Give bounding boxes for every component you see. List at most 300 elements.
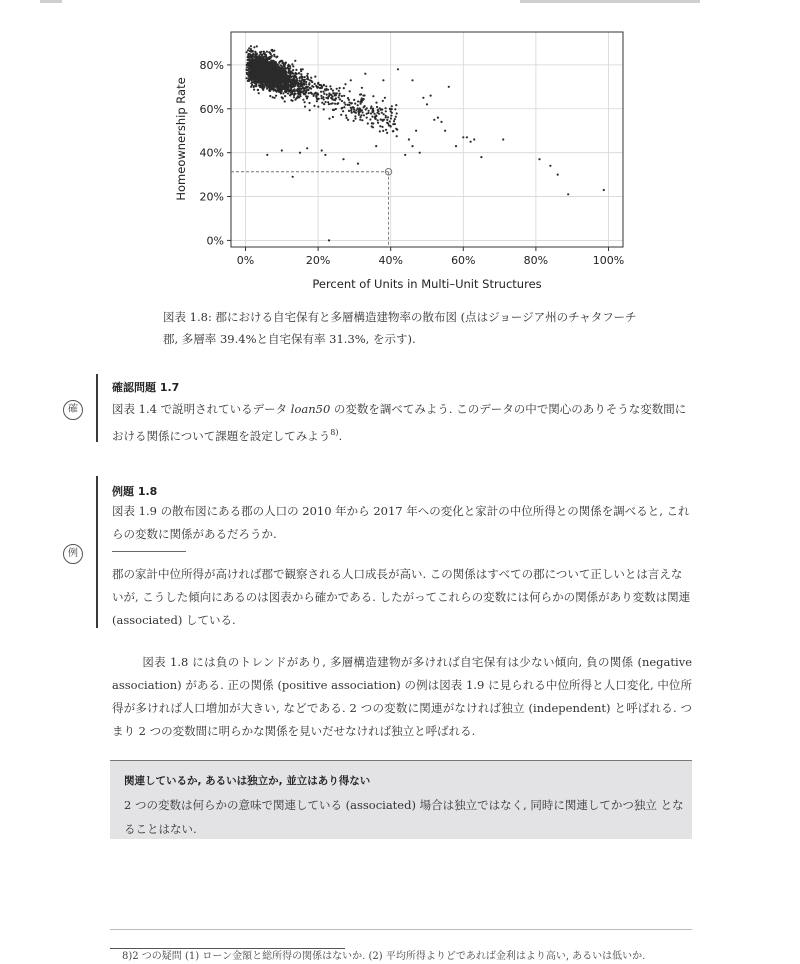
data-point: [296, 90, 298, 92]
data-point: [603, 189, 605, 191]
data-point: [253, 46, 255, 48]
y-tick-label: 0%: [206, 234, 224, 248]
gridlines: [231, 32, 623, 247]
data-point: [538, 158, 540, 160]
data-point: [308, 82, 310, 84]
data-point: [338, 96, 340, 98]
data-point: [370, 105, 372, 107]
data-point: [370, 112, 372, 114]
data-point: [281, 149, 283, 151]
footnote-rule: [110, 948, 345, 949]
data-point: [248, 66, 250, 68]
data-point: [480, 156, 482, 158]
data-point: [366, 117, 368, 119]
data-point: [382, 130, 384, 132]
data-point: [279, 91, 281, 93]
data-point: [263, 76, 265, 78]
data-point: [297, 82, 299, 84]
data-point: [265, 70, 267, 72]
data-point: [254, 75, 256, 77]
data-point: [332, 92, 334, 94]
data-point: [320, 91, 322, 93]
data-point: [354, 103, 356, 105]
data-point: [328, 239, 330, 241]
data-point: [373, 113, 375, 115]
data-point: [315, 92, 317, 94]
data-point: [321, 102, 323, 104]
data-point: [284, 100, 286, 102]
data-point: [253, 73, 255, 75]
data-point: [310, 77, 312, 79]
data-point: [386, 122, 388, 124]
data-point: [323, 103, 325, 105]
data-point: [341, 107, 343, 109]
data-point: [271, 49, 273, 51]
data-point: [272, 65, 274, 67]
data-point: [332, 109, 334, 111]
data-point: [395, 116, 397, 118]
data-point: [364, 73, 366, 75]
data-point: [367, 122, 369, 124]
exercise-text-end: .: [338, 428, 343, 443]
data-point: [430, 95, 432, 97]
data-point: [361, 119, 363, 121]
data-point: [299, 77, 301, 79]
data-point: [301, 91, 303, 93]
data-point: [377, 109, 379, 111]
data-point: [298, 72, 300, 74]
data-point: [281, 67, 283, 69]
data-point: [254, 51, 256, 53]
data-point: [433, 119, 435, 121]
data-point: [392, 130, 394, 132]
data-point: [269, 95, 271, 97]
data-point: [381, 108, 383, 110]
data-point: [277, 75, 279, 77]
data-point: [252, 60, 254, 62]
data-point: [366, 107, 368, 109]
data-point: [339, 98, 341, 100]
data-point: [334, 103, 336, 105]
data-point: [294, 60, 296, 62]
data-point: [251, 70, 253, 72]
data-point: [284, 84, 286, 86]
data-point: [372, 108, 374, 110]
data-point: [319, 87, 321, 89]
data-point: [304, 76, 306, 78]
data-point: [295, 69, 297, 71]
data-point: [375, 118, 377, 120]
data-point: [377, 122, 379, 124]
data-point: [250, 86, 252, 88]
data-point: [314, 83, 316, 85]
data-point: [341, 100, 343, 102]
data-point: [256, 45, 258, 47]
data-point: [343, 95, 345, 97]
data-point: [293, 96, 295, 98]
data-point: [343, 102, 345, 104]
figure-caption: 図表 1.8: 郡における自宅保有と多層構造建物率の散布図 (点はジョージア州のチャタフーチ郡, 多層率 39.4%と自宅保有率 31.3%, を示す).: [163, 310, 637, 346]
data-point: [285, 82, 287, 84]
data-point: [369, 118, 371, 120]
data-point: [291, 63, 293, 65]
data-point: [276, 56, 278, 58]
y-axis-label: Homeownership Rate: [174, 77, 188, 201]
data-point: [362, 99, 364, 101]
data-point: [268, 56, 270, 58]
data-point: [277, 69, 279, 71]
data-point: [437, 117, 439, 119]
data-point: [306, 78, 308, 80]
data-point: [336, 92, 338, 94]
data-point: [344, 83, 346, 85]
data-point: [273, 55, 275, 57]
data-point: [282, 97, 284, 99]
data-point: [324, 154, 326, 156]
data-point: [390, 117, 392, 119]
data-point: [317, 98, 319, 100]
example-question: 図表 1.9 の散布図にある郡の人口の 2010 年から 2017 年への変化と家計の中位所得との関係を調べると, これらの変数に関係があるだろうか.: [112, 504, 690, 541]
data-point: [287, 65, 289, 67]
data-point: [349, 90, 351, 92]
data-point: [258, 80, 260, 82]
data-point: [300, 81, 302, 83]
data-point: [308, 92, 310, 94]
data-point: [299, 93, 301, 95]
data-point: [334, 94, 336, 96]
data-point: [307, 73, 309, 75]
data-point: [258, 76, 260, 78]
data-point: [301, 83, 303, 85]
data-point: [258, 92, 260, 94]
footnote: 8)2 つの疑問 (1) ローン金額と総所得の関係はないか. (2) 平均所得よりどであれば金利はより高い, あるいは低いか.: [122, 951, 646, 962]
data-point: [419, 152, 421, 154]
data-point: [395, 104, 397, 106]
data-point: [366, 113, 368, 115]
data-point: [262, 84, 264, 86]
data-point: [316, 87, 318, 89]
data-point: [386, 132, 388, 134]
example-title: 例題 1.8: [112, 485, 158, 498]
data-point: [313, 105, 315, 107]
data-point: [292, 69, 294, 71]
data-point: [383, 113, 385, 115]
data-point: [411, 79, 413, 81]
data-point: [294, 99, 296, 101]
data-point: [260, 64, 262, 66]
data-point: [304, 106, 306, 108]
data-point: [376, 106, 378, 108]
exercise-text: [112, 398, 692, 448]
y-tick-label: 40%: [199, 146, 224, 160]
body-paragraph: [112, 651, 692, 743]
data-point: [301, 77, 303, 79]
data-point: [350, 110, 352, 112]
data-point: [278, 62, 280, 64]
data-point: [267, 64, 269, 66]
data-point: [273, 81, 275, 83]
x-tick-label: 60%: [451, 254, 476, 267]
data-point: [246, 73, 248, 75]
data-point: [314, 76, 316, 78]
data-point: [295, 72, 297, 74]
data-point: [270, 71, 272, 73]
data-point: [351, 102, 353, 104]
data-point: [300, 68, 302, 70]
data-point: [329, 85, 331, 87]
data-point: [385, 115, 387, 117]
data-point: [283, 78, 285, 80]
data-point: [359, 119, 361, 121]
data-point: [272, 71, 274, 73]
data-point: [254, 62, 256, 64]
data-point: [381, 126, 383, 128]
data-point: [294, 79, 296, 81]
data-point: [257, 89, 259, 91]
data-point: [354, 111, 356, 113]
data-point: [274, 63, 276, 65]
data-point: [292, 100, 294, 102]
data-point: [391, 112, 393, 114]
data-point: [282, 62, 284, 64]
data-point: [316, 100, 318, 102]
data-point: [348, 110, 350, 112]
data-point: [354, 118, 356, 120]
data-point: [391, 105, 393, 107]
callout-text: 2 つの変数は何らかの意味で関連している (associated) 場合は独立ではなく, 同時に関連してかつ独立 となることはない.: [124, 798, 684, 836]
data-point: [257, 59, 259, 61]
data-point: [281, 88, 283, 90]
y-tick-label: 60%: [199, 102, 224, 116]
data-point: [340, 114, 342, 116]
data-point: [326, 94, 328, 96]
data-point: [379, 125, 381, 127]
data-point: [266, 61, 268, 63]
data-point: [287, 92, 289, 94]
data-point: [385, 110, 387, 112]
data-point: [395, 128, 397, 130]
data-point: [301, 88, 303, 90]
data-point: [309, 79, 311, 81]
data-point: [350, 107, 352, 109]
data-point: [448, 86, 450, 88]
data-point: [292, 65, 294, 67]
data-point: [263, 81, 265, 83]
x-tick-label: 20%: [305, 254, 331, 267]
data-point: [285, 62, 287, 64]
footnote-mark[interactable]: 8): [330, 428, 339, 437]
data-point: [252, 50, 254, 52]
data-point: [294, 82, 296, 84]
data-point: [359, 94, 361, 96]
data-point: [317, 93, 319, 95]
data-point: [303, 93, 305, 95]
example-badge-icon: 例: [63, 544, 83, 564]
exercise-bar: [96, 374, 98, 442]
data-point: [331, 96, 333, 98]
data-point: [394, 108, 396, 110]
data-point: [264, 53, 266, 55]
data-point: [270, 64, 272, 66]
data-point: [332, 99, 334, 101]
data-point: [327, 89, 329, 91]
data-point: [250, 48, 252, 50]
data-point: [339, 87, 341, 89]
data-point: [272, 60, 274, 62]
data-point: [466, 136, 468, 138]
data-point: [359, 116, 361, 118]
data-point: [309, 109, 311, 111]
data-point: [372, 126, 374, 128]
data-point: [370, 107, 372, 109]
data-point: [274, 72, 276, 74]
data-point: [249, 61, 251, 63]
data-point: [280, 60, 282, 62]
data-point: [289, 67, 291, 69]
data-point: [291, 72, 293, 74]
data-point: [249, 64, 251, 66]
data-point: [262, 65, 264, 67]
data-point: [344, 104, 346, 106]
data-point: [343, 106, 345, 108]
data-point: [336, 103, 338, 105]
example-bar: [96, 476, 98, 628]
data-point: [308, 102, 310, 104]
data-point: [261, 59, 263, 61]
data-point: [253, 85, 255, 87]
data-point: [397, 68, 399, 70]
data-point: [248, 80, 250, 82]
data-point: [310, 88, 312, 90]
plot-frame: [231, 32, 623, 247]
data-point: [371, 122, 373, 124]
data-point: [404, 154, 406, 156]
data-point: [357, 163, 359, 165]
data-point: [342, 158, 344, 160]
data-point: [444, 130, 446, 132]
data-point: [328, 93, 330, 95]
data-point: [385, 129, 387, 131]
data-point: [276, 84, 278, 86]
data-point: [305, 81, 307, 83]
data-point: [284, 70, 286, 72]
data-point: [262, 69, 264, 71]
data-point: [276, 77, 278, 79]
callout-title: 関連しているか, あるいは独立か, 並立はあり得ない: [124, 775, 371, 787]
data-point: [282, 73, 284, 75]
data-point: [249, 59, 251, 61]
data-point: [355, 109, 357, 111]
data-point: [246, 77, 248, 79]
data-point: [279, 64, 281, 66]
data-point: [328, 103, 330, 105]
data-point: [357, 111, 359, 113]
data-point: [287, 81, 289, 83]
data-point: [322, 91, 324, 93]
data-point: [262, 72, 264, 74]
data-point: [280, 83, 282, 85]
data-point: [360, 103, 362, 105]
data-points: [246, 45, 605, 241]
data-point: [379, 130, 381, 132]
data-point: [357, 100, 359, 102]
data-point: [328, 118, 330, 120]
data-point: [422, 97, 424, 99]
data-point: [266, 51, 268, 53]
data-point: [384, 97, 386, 99]
data-point: [310, 92, 312, 94]
data-point: [325, 97, 327, 99]
data-point: [248, 68, 250, 70]
data-point: [382, 120, 384, 122]
data-point: [317, 106, 319, 108]
data-point: [285, 91, 287, 93]
data-point: [312, 86, 314, 88]
data-point: [502, 138, 504, 140]
data-point: [306, 97, 308, 99]
data-point: [300, 73, 302, 75]
data-point: [270, 82, 272, 84]
data-point: [280, 69, 282, 71]
data-point: [342, 110, 344, 112]
data-point: [260, 51, 262, 53]
data-point: [289, 70, 291, 72]
data-point: [261, 80, 263, 82]
data-point: [293, 93, 295, 95]
data-point: [292, 89, 294, 91]
data-point: [269, 52, 271, 54]
data-point: [248, 72, 250, 74]
data-point: [332, 102, 334, 104]
data-point: [359, 108, 361, 110]
data-point: [288, 75, 290, 77]
data-point: [278, 82, 280, 84]
data-point: [260, 69, 262, 71]
data-point: [253, 68, 255, 70]
example-separator: [112, 551, 186, 552]
data-point: [289, 65, 291, 67]
data-point: [345, 114, 347, 116]
data-point: [323, 93, 325, 95]
data-point: [462, 136, 464, 138]
data-point: [272, 96, 274, 98]
data-point: [363, 94, 365, 96]
data-point: [265, 81, 267, 83]
data-point: [265, 56, 267, 58]
data-point: [306, 89, 308, 91]
data-point: [322, 96, 324, 98]
data-point: [330, 88, 332, 90]
data-point: [289, 94, 291, 96]
data-point: [273, 79, 275, 81]
data-point: [332, 90, 334, 92]
data-point: [353, 109, 355, 111]
data-point: [304, 101, 306, 103]
data-point: [341, 95, 343, 97]
body-paragraph-text: 図表 1.8 には負のトレンドがあり, 多層構造建物が多ければ自宅保有は少ない傾向, 負の関係 (negative association) がある. 正の関係 (positive association) の例は図表 1.9 に見られる中位所得と人口変化, 中位所得が多ければ人口増加が大きい, などである. 2 つの変数に関連がなければ独立 (independent) と呼ばれる. つまり 2 つの変数間に明らかな関係を見いだせなければ独立と呼ばれる.: [112, 655, 692, 738]
data-point: [320, 84, 322, 86]
data-point: [263, 86, 265, 88]
data-point: [372, 95, 374, 97]
data-point: [305, 83, 307, 85]
data-point: [323, 84, 325, 86]
data-point: [323, 98, 325, 100]
data-point: [353, 99, 355, 101]
data-point: [258, 56, 260, 58]
data-point: [266, 154, 268, 156]
data-point: [361, 87, 363, 89]
data-point: [250, 79, 252, 81]
